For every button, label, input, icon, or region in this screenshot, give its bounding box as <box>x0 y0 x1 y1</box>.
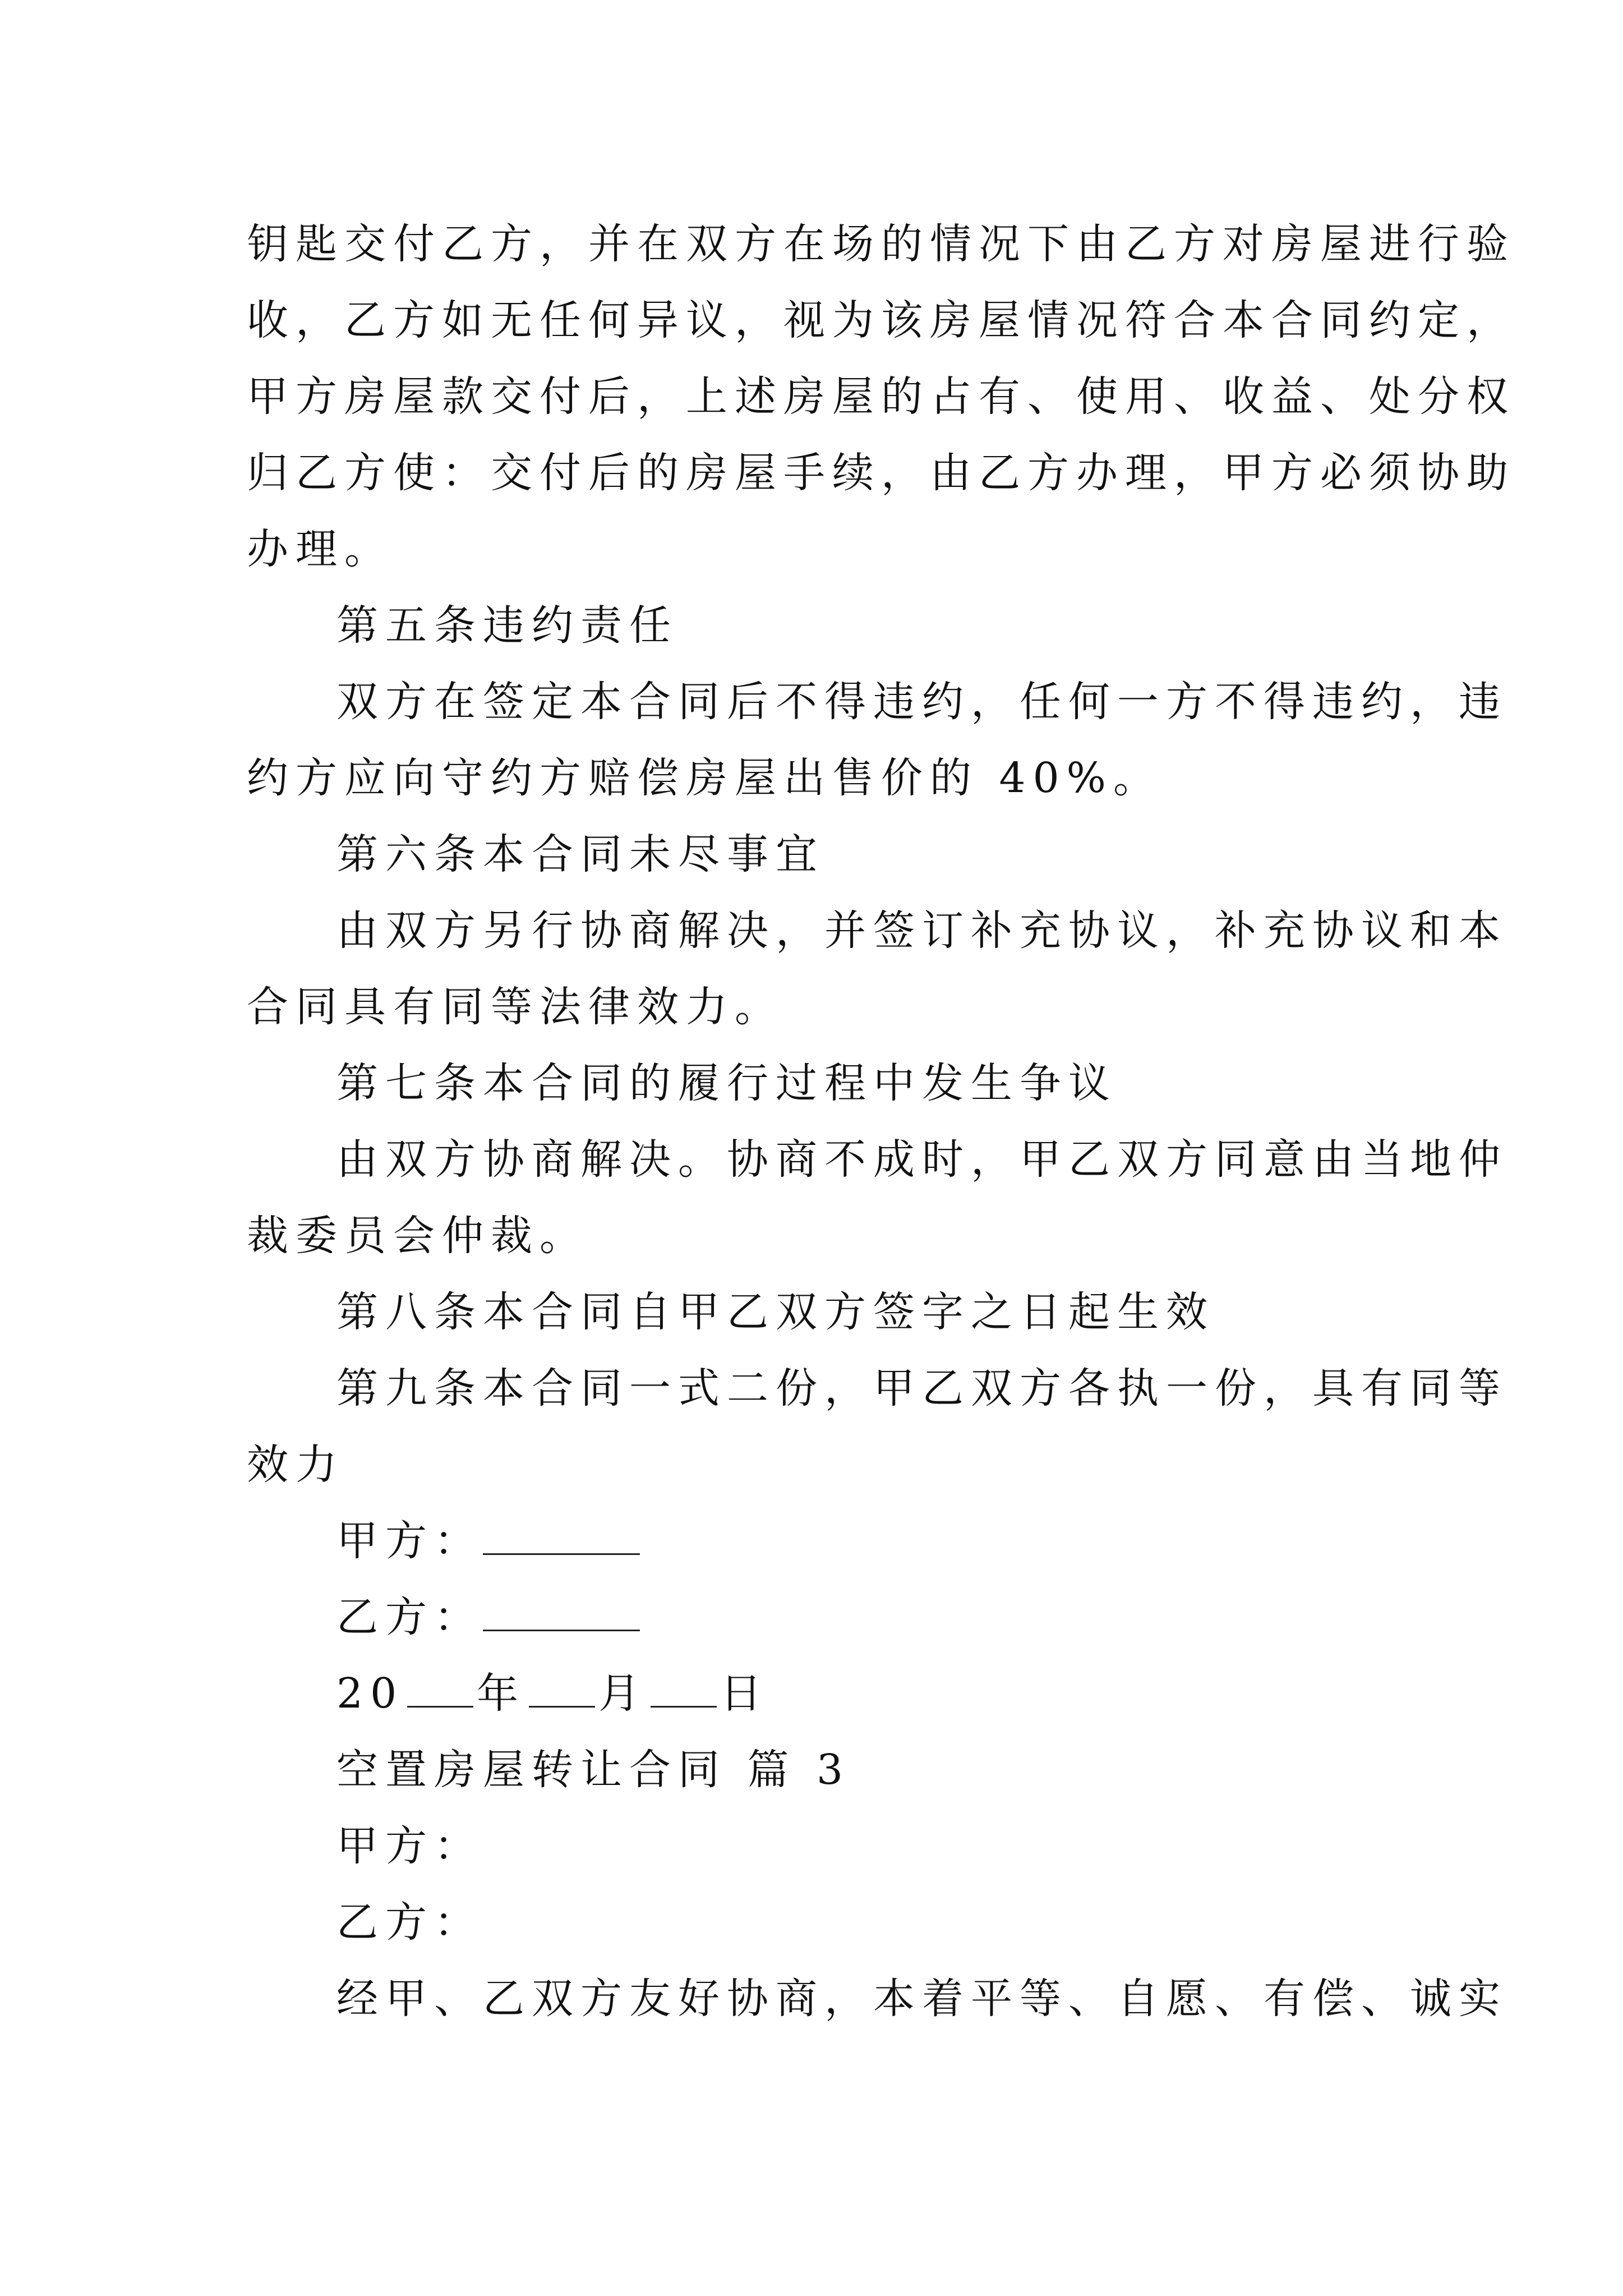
paragraph-line: 收，乙方如无任何异议，视为该房屋情况符合本合同约定， <box>247 296 1515 344</box>
paragraph-line: 钥匙交付乙方，并在双方在场的情况下由乙方对房屋进行验 <box>247 220 1515 268</box>
paragraph-line: 裁委员会仲裁。 <box>247 1212 588 1260</box>
paragraph-line: 甲方房屋款交付后，上述房屋的占有、使用、收益、处分权 <box>247 372 1515 421</box>
paragraph-line: 效力 <box>247 1441 344 1489</box>
party-a-line: 甲方： <box>336 1822 483 1870</box>
paragraph-line: 约方应向守约方赔偿房屋出售价的 40%。 <box>247 754 1162 802</box>
party-a-label: 甲方： <box>336 1517 483 1565</box>
article-heading: 第七条本合同的履行过程中发生争议 <box>336 1059 1117 1107</box>
paragraph-line: 合同具有同等法律效力。 <box>247 983 783 1031</box>
date-prefix: 20 <box>336 1669 404 1718</box>
section-title: 空置房屋转让合同 篇 3 <box>336 1746 851 1794</box>
party-a-blank <box>483 1513 640 1555</box>
paragraph-line: 双方在签定本合同后不得违约，任何一方不得违约，违 <box>336 678 1507 726</box>
paragraph-line: 归乙方使：交付后的房屋手续，由乙方办理，甲方必须协助 <box>247 449 1515 497</box>
article-heading: 第五条违约责任 <box>336 601 678 650</box>
article-heading: 第八条本合同自甲乙双方签字之日起生效 <box>336 1288 1215 1336</box>
paragraph-line: 经甲、乙双方友好协商，本着平等、自愿、有偿、诚实 <box>336 1975 1507 2023</box>
date-day: 日 <box>720 1669 769 1718</box>
party-b-blank <box>483 1589 640 1631</box>
year-blank <box>407 1665 473 1708</box>
article-heading: 第六条本合同未尽事宜 <box>336 830 824 878</box>
party-b-line: 乙方： <box>336 1898 483 1947</box>
date-line <box>336 1665 1492 1722</box>
paragraph-line: 由双方协商解决。协商不成时，甲乙双方同意由当地仲 <box>336 1135 1507 1184</box>
party-a-signature <box>336 1513 1492 1569</box>
party-b-label: 乙方： <box>336 1593 483 1641</box>
paragraph-line: 办理。 <box>247 525 393 573</box>
date-month: 月 <box>598 1669 648 1718</box>
paragraph-line: 由双方另行协商解决，并签订补充协议，补充协议和本 <box>336 907 1507 955</box>
month-blank <box>529 1665 595 1708</box>
date-year: 年 <box>477 1669 526 1718</box>
day-blank <box>651 1665 717 1708</box>
article-heading: 第九条本合同一式二份，甲乙双方各执一份，具有同等 <box>336 1364 1507 1412</box>
party-b-signature <box>336 1589 1492 1645</box>
